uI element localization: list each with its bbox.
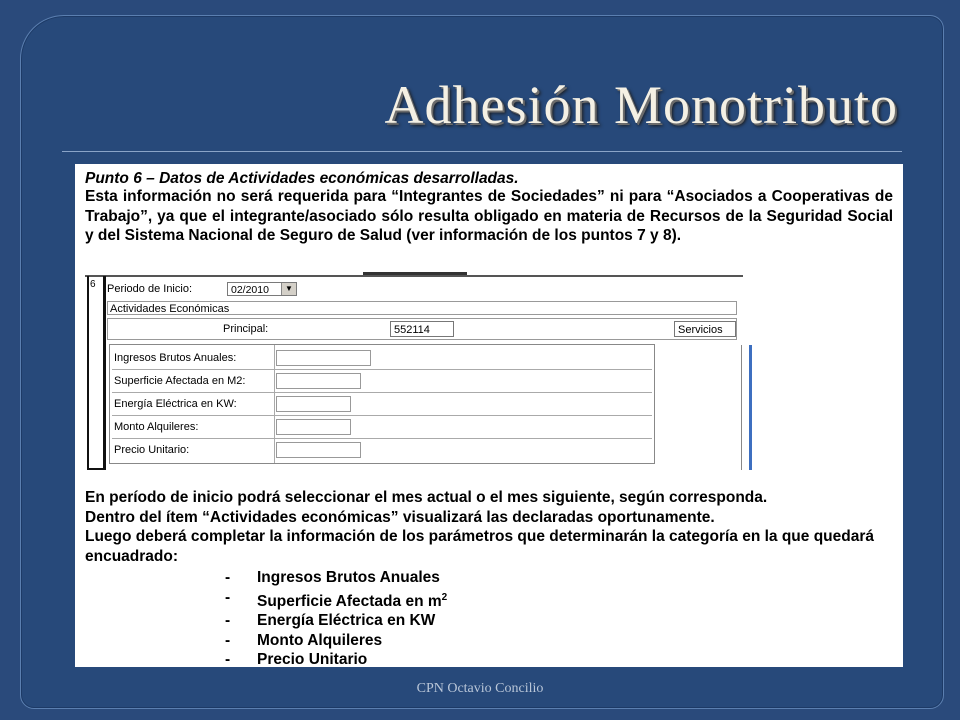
explanation-paragraph [85, 488, 893, 566]
params-row [112, 439, 652, 461]
param-label: Superficie Afectada en M2: [114, 375, 246, 387]
periodo-label: Periodo de Inicio: [107, 283, 192, 295]
param-label: Precio Unitario: [114, 444, 190, 456]
periodo-value: 02/2010 [231, 284, 269, 296]
principal-code-field[interactable]: 552114 [390, 321, 454, 337]
form-right-border [741, 345, 742, 470]
principal-category-field[interactable]: Servicios [674, 321, 736, 337]
param-label: Monto Alquileres: [114, 421, 199, 433]
section-heading: Punto 6 – Datos de Actividades económicas desarrolladas. [85, 170, 519, 187]
param-label: Ingresos Brutos Anuales: [114, 352, 237, 364]
form-left-bar [87, 276, 106, 470]
content-panel [75, 164, 903, 667]
periodo-select[interactable] [227, 282, 297, 296]
list-item: - Ingresos Brutos Anuales [225, 569, 440, 586]
parameters-list [225, 568, 447, 670]
params-table [109, 344, 655, 464]
superficie-input[interactable] [276, 373, 361, 389]
params-row [112, 416, 652, 439]
intro-paragraph: Esta información no será requerida para “Integrantes de Sociedades” ni para “Asociados a Cooperativas de Trabajo”, ya que el integrante/asociado sólo resulta obligado en materia de Recursos de la Seguridad Social y del Sistema Nacional de Seguro de Salud (ver información de los puntos 7 y 8). [85, 188, 893, 244]
list-item: - Superficie Afectada en $m^2$ [225, 588, 448, 610]
slide-footer: CPN Octavio Concilio [416, 681, 544, 696]
precio-input[interactable] [276, 442, 361, 458]
actividades-header: Actividades Económicas [107, 301, 737, 315]
form-screenshot [85, 272, 747, 470]
explanation-line: Dentro del ítem “Actividades económicas” visualizará las declaradas oportunamente. [85, 508, 715, 526]
title-divider [62, 151, 902, 152]
superscript: 2 [441, 591, 448, 603]
ingresos-input[interactable] [276, 350, 371, 366]
list-item: - Energía Eléctrica en KW [225, 612, 436, 630]
explanation-line: Luego deberá completar la información de los parámetros que determinarán la categoría en la que quedará encuadrado: [85, 528, 875, 565]
param-label: Energía Eléctrica en KW: [114, 398, 237, 410]
slide-title: Adhesión Monotributo [384, 75, 898, 135]
section-number: 6 [90, 279, 96, 290]
form-scroll-edge [749, 345, 752, 470]
list-item: - Precio Unitario [225, 651, 368, 669]
principal-label: Principal: [223, 323, 269, 335]
dropdown-arrow-icon[interactable]: ▼ [281, 283, 296, 295]
params-row [112, 370, 652, 393]
explanation-line: En período de inicio podrá seleccionar el mes actual o el mes siguiente, según corresponda. [85, 489, 768, 506]
principal-row [107, 318, 737, 340]
energia-input[interactable] [276, 396, 351, 412]
params-row [112, 347, 652, 370]
params-row [112, 393, 652, 416]
list-item: - Monto Alquileres [225, 631, 383, 649]
alquileres-input[interactable] [276, 419, 351, 435]
